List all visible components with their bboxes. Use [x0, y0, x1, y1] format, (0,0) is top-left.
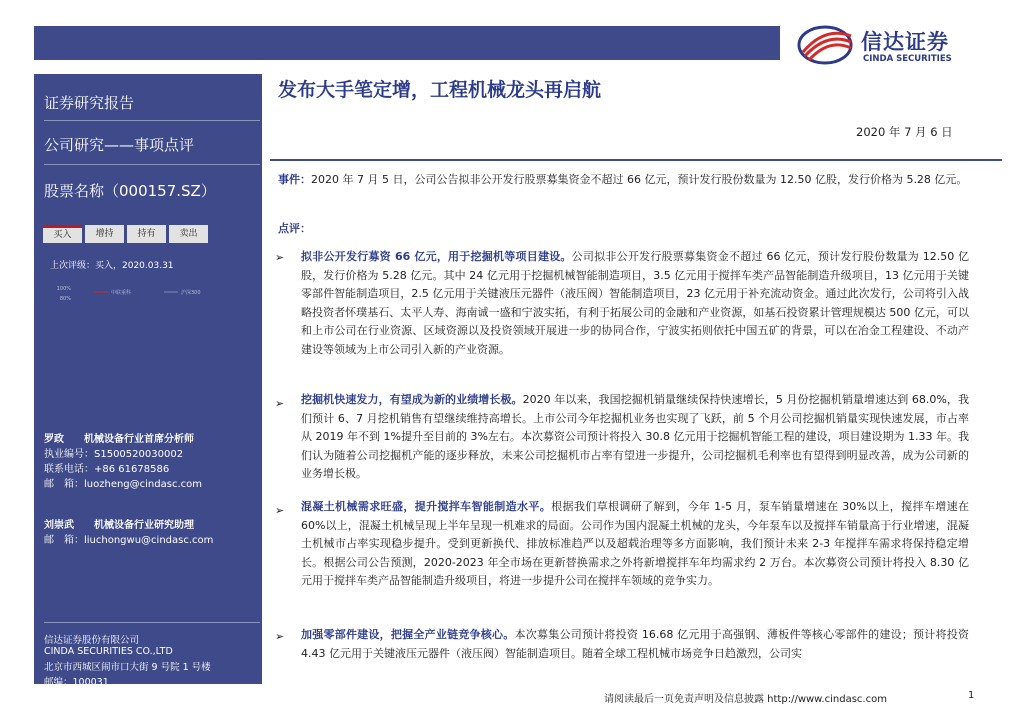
header-rule	[270, 159, 1002, 161]
company-postcode: 邮编：100031	[44, 677, 109, 688]
company-name-cn: 信达证券股份有限公司	[44, 635, 140, 646]
analyst-1-phone: 联系电话：+86 61678586	[44, 464, 170, 475]
footer-disclaimer: 请阅读最后一页免责声明及信息披露 http://www.cindasc.com	[604, 694, 887, 705]
report-title: 发布大手笔定增，工程机械龙头再启航	[278, 79, 602, 101]
y-tick-label: 80%	[59, 296, 71, 302]
analyst-1-name: 罗政 机械设备行业首席分析师	[44, 434, 194, 445]
bullet-arrow-icon: ➢	[275, 397, 285, 410]
legend-label: 沪深300	[181, 290, 201, 296]
company-name-en: CINDA SECURITIES CO.,LTD	[44, 646, 173, 657]
bullet-paragraph-4: 加强零部件建设，把握全产业链竞争核心。本次募集公司预计将投资 16.68 亿元用于高强钢、薄板件等核心零部件的建设；预计将投资 4.43 亿元用于关键液压元器件（液压阀）智能制造项目。随着全球工程机械市场竞争日趋激烈，公司实	[301, 628, 970, 660]
bullet-paragraph-1: 拟非公开发行募资 66 亿元，用于挖掘机等项目建设。公司拟非公开发行股票募集资金不超过 66 亿元，预计发行股份数量为 12.50 亿股，发行价格为 5.28 亿元。其中 24 亿元用于挖掘机械智能制造项目，3.5 亿元用于搅拌车类产品智能制造升级项目，13 亿元用于关键零部件智能制造项目，2.5 亿元用于关键液压元器件（液压阀）智能制造项目，23 亿元用于补充流动资金。通过此次发行，公司将引入战略投资者怀璞基石、太平人寿、海南诚一盛和宁波实拓，有利于拓展公司的金融和产业资源，如基石投资累计管理规模达 500 亿元，可以和上市公司在行业资源、区域资源以及投资领域开展进一步的协同合作，宁波实拓则依托中国五矿的背景，可以在冶金工程建设、不动产建设等领域为上市公司引入新的产业资源。	[301, 250, 969, 356]
rating-buy: 买入	[43, 225, 82, 243]
report-category: 公司研究——事项点评	[44, 136, 195, 154]
bullet-paragraph-3: 混凝土机械需求旺盛，提升搅拌车智能制造水平。根据我们草根调研了解到，今年 1-5 月，泵车销量增速在 30%以上，搅拌车增速在 60%以上，混凝土机械呈现上半年呈现一机难求的局面。公司作为国内混凝土机械的龙头，今年泵车以及搅拌车销量高于行业增速，混凝土机械市占率实现稳步提升。受到更新换代、排放标准趋严以及超载治理等多方面影响，我们预计未来 2-3 年搅拌车需求将保持稳定增长。根据公司公告预测，2020-2023 年全市场在更新替换需求之外将新增搅拌车年均需求约 2 万台。本次募资公司预计将投入 8.30 亿元用于搅拌车类产品智能制造升级项目，将进一步提升公司在搅拌车领域的竞争实力。	[301, 500, 969, 587]
comment-label: 点评：	[278, 222, 311, 235]
divider	[44, 622, 260, 623]
header-bar	[34, 26, 780, 60]
divider	[44, 164, 260, 165]
event-paragraph: 事件：2020 年 7 月 5 日，公司公告拟非公开发行股票募集资金不超过 66 亿元，预计发行股份数量为 12.50 亿股，发行价格为 5.28 亿元。	[278, 173, 968, 186]
report-date: 2020 年 7 月 6 日	[856, 125, 953, 139]
cinda-logo	[797, 22, 997, 70]
report-type: 证券研究报告	[44, 94, 135, 112]
logo-text-en: CINDA SECURITIES	[863, 54, 952, 64]
bullet-arrow-icon: ➢	[275, 251, 285, 264]
bullet-paragraph-2: 挖掘机快速发力，有望成为新的业绩增长极。2020 年以来，我国挖掘机销量继续保持快速增长，5 月份挖掘机销量增速达到 68.0%，我们预计 6、7 月挖机销售有望继续维持高增长。上市公司今年挖掘机业务也实现了飞跃，前 5 个月公司挖掘机销量实现快速发展，市占率从 2019 年不到 1%提升至目前的 3%左右。本次募资公司预计将投入 30.8 亿元用于挖掘机智能工程的建设，项目建设期为 1.33 年。我们认为随着公司挖掘机产能的逐步释放，未来公司挖掘机市占率有望进一步提升，公司挖掘机毛利率也有望得到明显改善，成为公司新的业务增长极。	[301, 393, 969, 480]
divider	[44, 120, 260, 121]
analyst-2-email: 邮 箱：liuchongwu@cindasc.com	[44, 535, 214, 546]
analyst-2-name: 刘崇武 机械设备行业研究助理	[44, 520, 194, 531]
sidebar	[34, 74, 262, 302]
rating-overweight: 增持	[85, 225, 124, 243]
bullet-arrow-icon: ➢	[275, 504, 285, 517]
cinda-logo-mark-icon	[797, 22, 857, 68]
analyst-1-email: 邮 箱：luozheng@cindasc.com	[44, 479, 202, 490]
y-tick-label: 100%	[56, 286, 71, 292]
rating-sell: 卖出	[169, 225, 208, 243]
logo-text-cn: 信达证券	[861, 30, 949, 54]
rating-hold: 持有	[127, 225, 166, 243]
analyst-1-cert: 执业编号：S1500520030002	[44, 449, 184, 460]
page-number: 1	[968, 690, 975, 701]
analyst-panel	[34, 302, 262, 688]
legend-label: 中联重科	[111, 290, 132, 296]
company-address: 北京市西城区闹市口大街 9 号院 1 号楼	[44, 662, 211, 673]
bullet-arrow-icon: ➢	[275, 630, 285, 643]
last-rating: 上次评级：买入，2020.03.31	[50, 261, 174, 271]
stock-name: 股票名称（000157.SZ）	[44, 182, 216, 200]
